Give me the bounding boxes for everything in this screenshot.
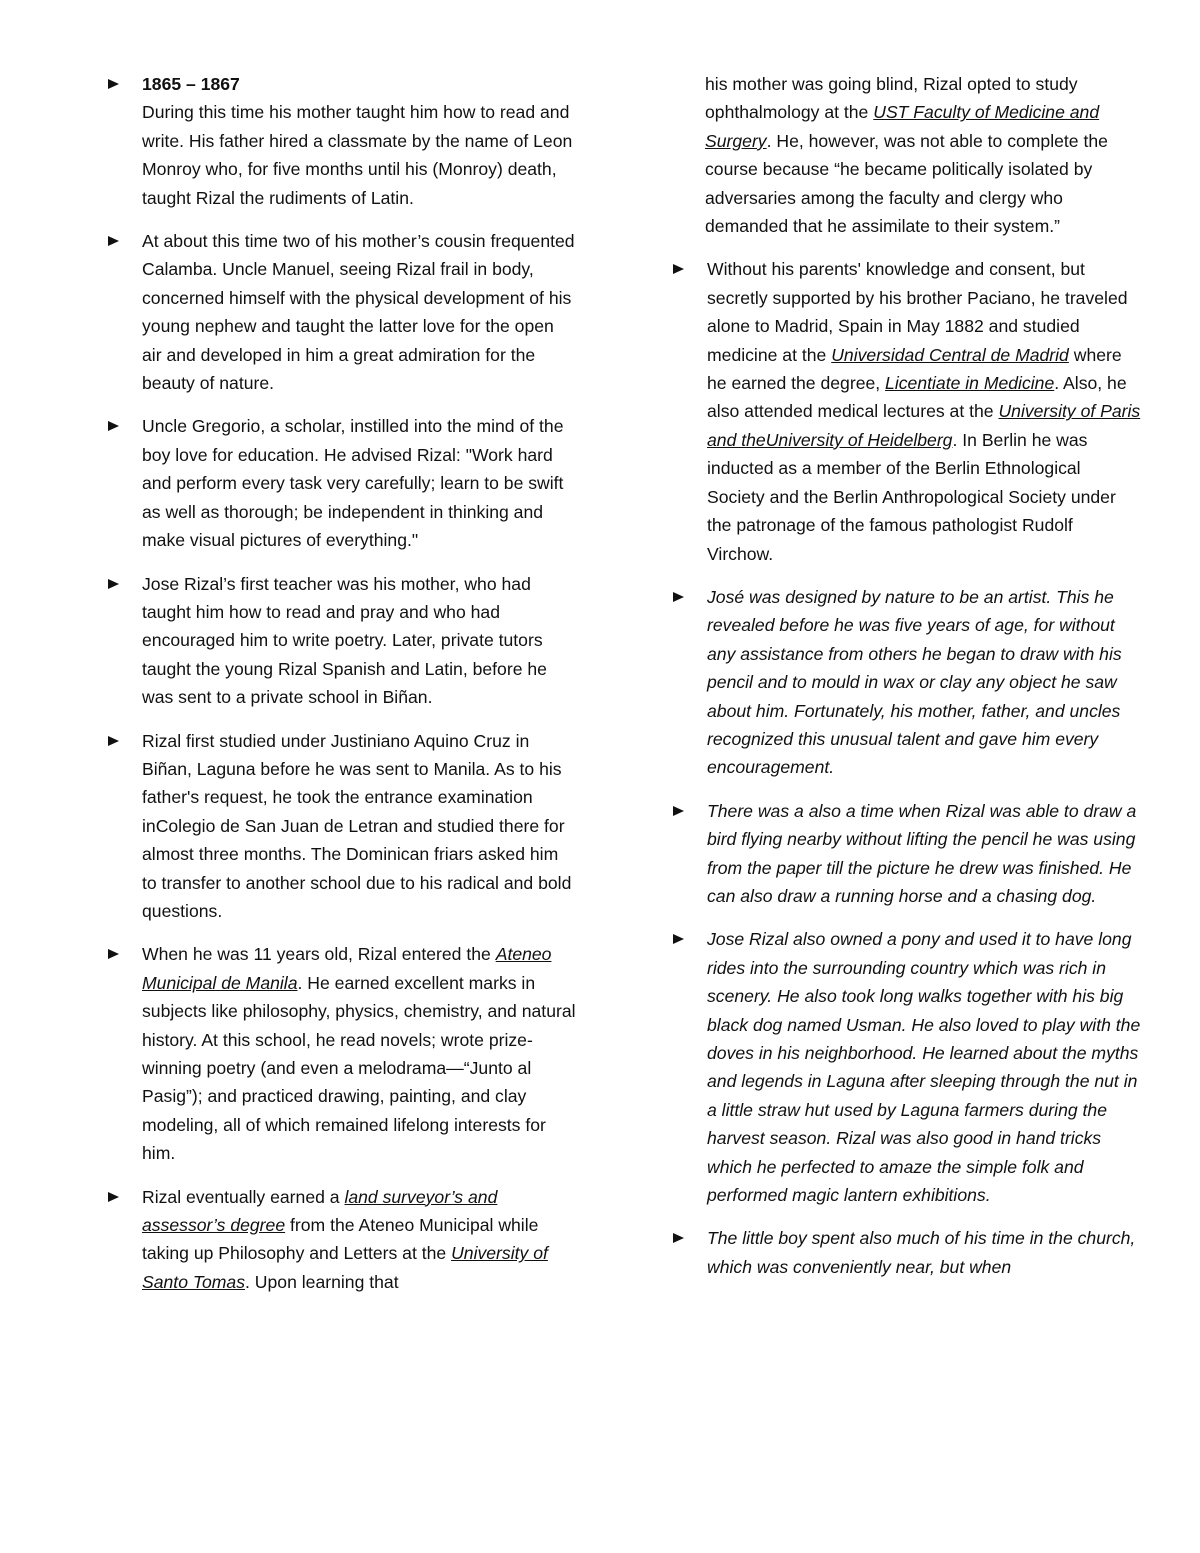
bullet-text bbox=[142, 1183, 577, 1297]
text-run: Jose Rizal’s first teacher was his mother, who had taught him how to read and pray and who had encouraged him to write poetry. Later, private tutors taught the young Rizal Spanish and Latin, before he was sent to a private school in Biñan. bbox=[142, 573, 547, 708]
bullet-arrow-icon bbox=[108, 421, 119, 431]
bullet-heading: 1865 – 1867 bbox=[142, 74, 240, 94]
text-run: his mother was going blind, Rizal opted to study ophthalmology at the bbox=[705, 74, 1078, 123]
text-run: Uncle Gregorio, a scholar, instilled into the mind of the boy love for education. He advised Rizal: "Work hard and perform every task very carefully; learn to be swift as well as thorough; be independent in thinking and make visual pictures of everything." bbox=[142, 416, 564, 551]
bullet-item bbox=[667, 925, 1142, 1209]
left-column bbox=[102, 70, 577, 1311]
bullet-item bbox=[102, 570, 577, 712]
text-run: The little boy spent also much of his time in the church, which was conveniently near, but when bbox=[707, 1228, 1136, 1277]
text-run: . Also, he also attended medical lectures at the bbox=[707, 373, 1127, 422]
bullet-text bbox=[142, 227, 577, 397]
bullet-item bbox=[667, 583, 1142, 782]
bullet-text bbox=[707, 925, 1142, 1209]
document-link[interactable]: University of Paris and theUniversity of Heidelberg bbox=[707, 401, 1141, 450]
bullet-text bbox=[705, 70, 1142, 240]
document-link[interactable]: Ateneo Municipal de Manila bbox=[142, 944, 552, 993]
text-run: Rizal first studied under Justiniano Aquino Cruz in Biñan, Laguna before he was sent to Manila. As to his father's request, he took the entrance examination inColegio de San Juan de Letran and studied there for almost three months. The Dominican friars asked him to transfer to another school due to his radical and bold questions. bbox=[142, 730, 572, 921]
bullet-item bbox=[102, 940, 577, 1167]
bullet-arrow-icon bbox=[108, 236, 119, 246]
text-run: Without his parents' knowledge and consent, but secretly supported by his brother Paciano, he traveled alone to Madrid, Spain in May 1882 and studied medicine at the bbox=[707, 259, 1128, 365]
bullet-arrow-icon bbox=[673, 934, 684, 944]
bullet-item bbox=[102, 227, 577, 397]
bullet-arrow-icon bbox=[673, 1233, 684, 1243]
bullet-arrow-icon bbox=[108, 579, 119, 589]
bullet-text bbox=[142, 727, 577, 926]
bullet-text bbox=[142, 412, 577, 554]
continued-paragraph bbox=[667, 70, 1142, 240]
bullet-arrow-icon bbox=[673, 264, 684, 274]
text-run: . In Berlin he was inducted as a member of the Berlin Ethnological Society and the Berlin Anthropological Society under the patronage of the famous pathologist Rudolf Virchow. bbox=[707, 429, 1116, 564]
text-run: . He earned excellent marks in subjects like philosophy, physics, chemistry, and natural history. At this school, he read novels; wrote prize-winning poetry (and even a melodrama—“Junto al Pasig”); and practiced drawing, painting, and clay modeling, all of which remained lifelong interests for him. bbox=[142, 972, 576, 1164]
document-link[interactable]: Licentiate in Medicine bbox=[885, 373, 1055, 394]
bullet-arrow-icon bbox=[108, 79, 119, 89]
right-column bbox=[667, 70, 1142, 1296]
text-run: . Upon learning that bbox=[245, 1271, 399, 1292]
text-run: There was a also a time when Rizal was able to draw a bird flying nearby without lifting the pencil he was using from the paper till the picture he drew was finished. He can also draw a running horse and a chasing dog. bbox=[707, 800, 1137, 906]
text-run: Rizal eventually earned a bbox=[142, 1186, 345, 1207]
bullet-arrow-icon bbox=[108, 736, 119, 746]
bullet-text bbox=[142, 940, 577, 1167]
document-link[interactable]: University of Santo Tomas bbox=[142, 1243, 548, 1292]
bullet-text bbox=[142, 98, 577, 212]
bullet-item bbox=[667, 797, 1142, 911]
text-run: When he was 11 years old, Rizal entered the bbox=[142, 944, 496, 965]
text-run: José was designed by nature to be an artist. This he revealed before he was five years of age, for without any assistance from others he began to draw with his pencil and to mould in wax or clay any object he saw about him. Fortunately, his mother, father, and uncles recognized this unusual talent and gave him every encouragement. bbox=[707, 586, 1122, 778]
bullet-item bbox=[102, 727, 577, 926]
document-link[interactable]: Universidad Central de Madrid bbox=[831, 344, 1069, 365]
bullet-arrow-icon bbox=[673, 592, 684, 602]
text-run: from the Ateneo Municipal while taking up Philosophy and Letters at the bbox=[142, 1215, 539, 1264]
text-run: Jose Rizal also owned a pony and used it to have long rides into the surrounding country which was rich in scenery. He also took long walks together with his big black dog named Usman. He also loved to play with the doves in his neighborhood. He learned about the myths and legends in Laguna after sleeping through the nut in a little straw hut used by Laguna farmers during the harvest season. Rizal was also good in hand tricks which he perfected to amaze the simple folk and performed magic lantern exhibitions. bbox=[707, 929, 1141, 1206]
bullet-text bbox=[707, 583, 1142, 782]
bullet-text bbox=[142, 570, 577, 712]
bullet-item bbox=[102, 1183, 577, 1297]
document-link[interactable]: land surveyor’s and assessor’s degree bbox=[142, 1186, 498, 1236]
text-run: where he earned the degree, bbox=[707, 344, 1122, 394]
bullet-item bbox=[102, 70, 577, 212]
bullet-item bbox=[667, 1224, 1142, 1281]
text-run: . He, however, was not able to complete the course because “he became politically isolated by adversaries among the faculty and clergy who demanded that he assimilate to their system.” bbox=[705, 130, 1108, 237]
bullet-arrow-icon bbox=[108, 1192, 119, 1202]
bullet-arrow-icon bbox=[673, 806, 684, 816]
bullet-item bbox=[667, 255, 1142, 567]
bullet-text bbox=[707, 797, 1142, 911]
bullet-text bbox=[707, 1224, 1142, 1281]
text-run: During this time his mother taught him how to read and write. His father hired a classmate by the name of Leon Monroy who, for five months until his (Monroy) death, taught Rizal the rudiments of Latin. bbox=[142, 102, 573, 208]
text-run: At about this time two of his mother’s cousin frequented Calamba. Uncle Manuel, seeing Rizal frail in body, concerned himself with the physical development of his young nephew and taught the latter love for the open air and developed in him a great admiration for the beauty of nature. bbox=[142, 231, 575, 394]
bullet-item bbox=[102, 412, 577, 554]
bullet-text bbox=[707, 255, 1142, 567]
bullet-arrow-icon bbox=[108, 949, 119, 959]
document-link[interactable]: UST Faculty of Medicine and Surgery bbox=[705, 102, 1100, 151]
